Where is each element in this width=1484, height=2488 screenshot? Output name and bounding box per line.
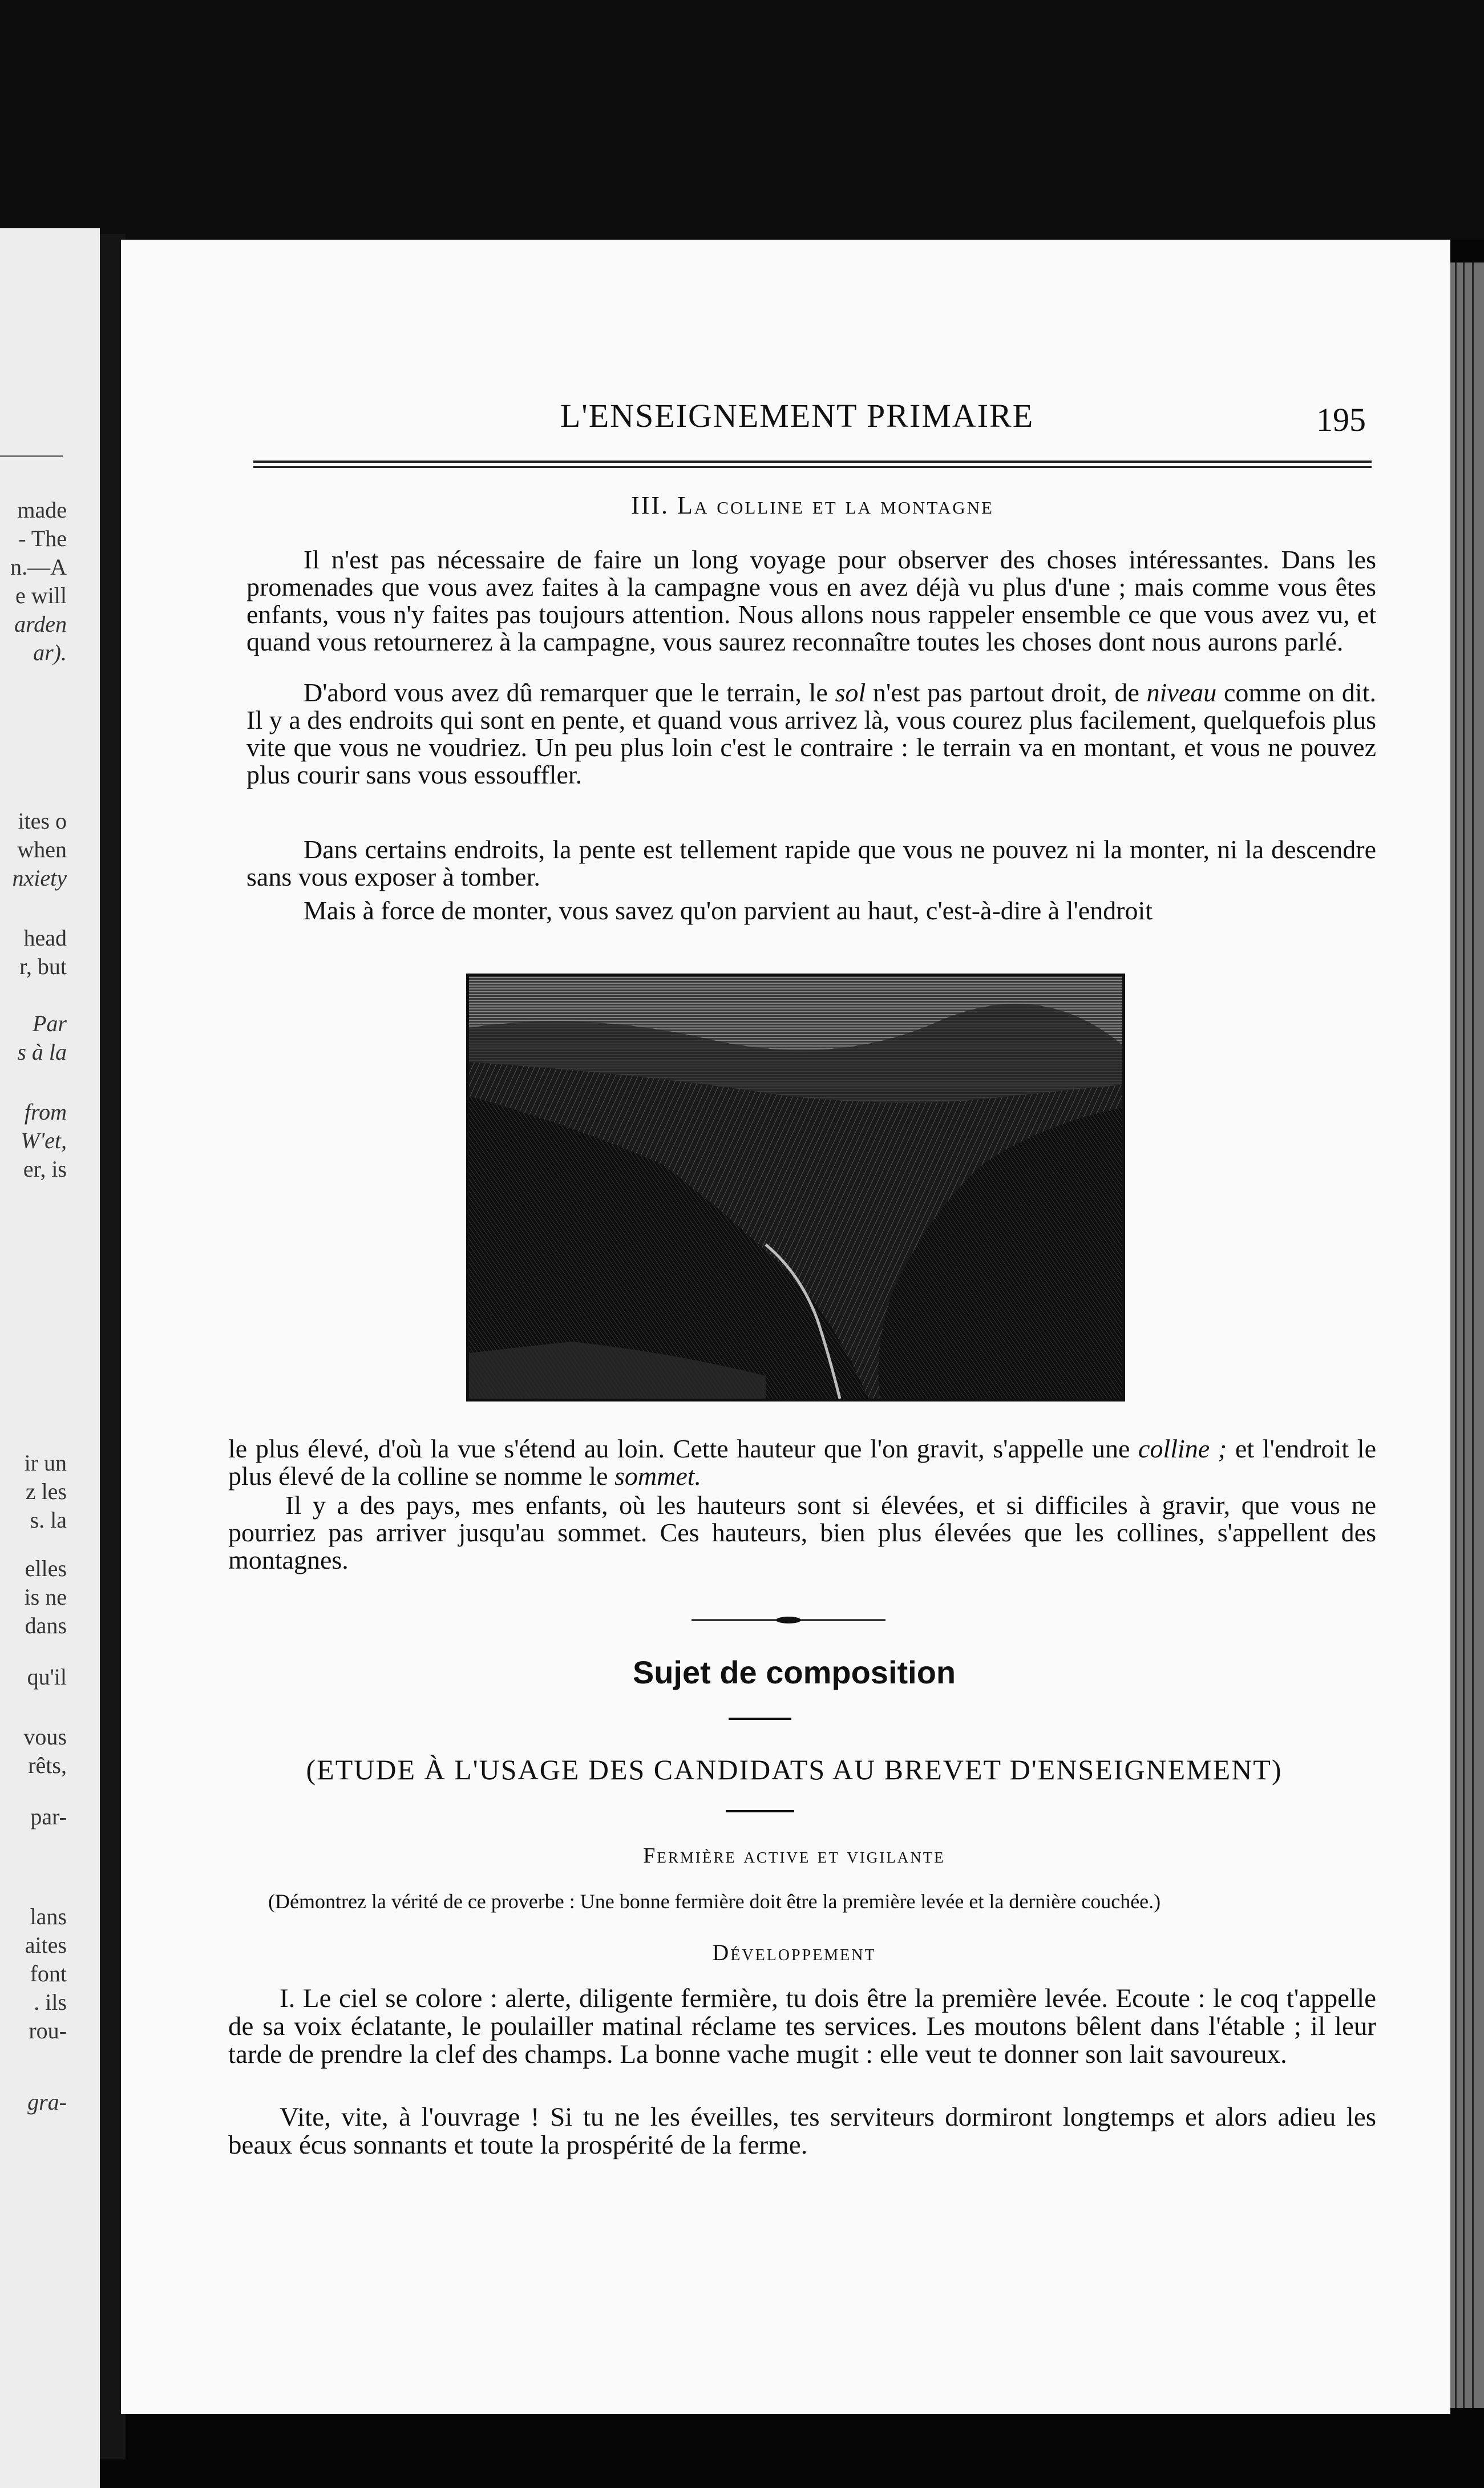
composition-subtitle: (ETUDE À L'USAGE DES CANDIDATS AU BREVET D'ENSEIGNEMENT) [306,1754,1283,1786]
section-title: III. La colline et la montagne [631,491,994,519]
facing-page-fragment: n.—A [10,554,67,580]
header-double-rule [253,461,1372,468]
lesson-paragraph: Il y a des pays, mes enfants, où les hauteurs sont si élevées, et si difficiles à gravir, que vous ne pourriez pas arriver jusqu'au sommet. Ces hauteurs, bien plus élevées que les collines, s'appellent des montagnes. [228,1491,1376,1574]
facing-page-fragment: er, is [23,1156,67,1182]
hill-engraving-illustration [466,974,1125,1401]
facing-page-fragment: rêts, [28,1752,67,1778]
facing-page-fragment: from [24,1099,67,1125]
page-stack-edge [1449,262,1484,2408]
facing-page-fragment: s à la [17,1039,67,1065]
section-ornament [692,1616,885,1624]
facing-page-edge [0,228,100,2488]
facing-page-fragment: . ils [34,1989,67,2015]
facing-page-fragment: ites o [18,808,67,834]
facing-page-fragment: head [23,925,67,951]
development-heading: Développement [712,1940,876,1965]
facing-page-fragment: r, but [19,954,67,979]
page-number: 195 [1316,401,1366,438]
facing-page-fragment: dans [25,1613,67,1638]
facing-page-fragment: s. la [30,1507,67,1533]
facing-page-fragment: made [17,497,67,523]
facing-page-fragment: z les [25,1479,67,1504]
facing-page-fragment: font [30,1961,67,1986]
facing-page-fragment: nxiety [12,865,67,891]
facing-page-fragment: ar). [33,640,67,665]
italic-term-sol: sol [835,678,866,707]
lesson-paragraph: Mais à force de monter, vous savez qu'on parvient au haut, c'est-à-dire à l'endroit [304,896,1153,925]
facing-page-fragment: Par [33,1011,67,1036]
facing-page-fragment: - The [18,526,67,551]
facing-page-fragment: rou- [29,2018,67,2043]
lesson-paragraph: Il n'est pas nécessaire de faire un long voyage pour observer des choses intéressantes. Dans les promenades que vous avez faites à la campagne vous en avez déjà vu plus d'une ; mais comme vous êtes enfants, vous n'y faites pas toujours attention. Nous allons nous rappeler ensemble ce que vous avez vu, et quand vous retournerez à la campagne, vous saurez reconnaître toutes les choses dont nous aurons parlé. [246,545,1376,656]
facing-page-fragment: W'et, [21,1128,67,1153]
lesson-paragraph: le plus élevé, d'où la vue s'étend au loin. Cette hauteur que l'on gravit, s'appelle une colline ; et l'endroit le plus élevé de la colline se nomme le sommet. [228,1434,1376,1491]
development-paragraph: I. Le ciel se colore : alerte, diligente fermière, tu dois être la première levée. Ecoute : le coq t'appelle de sa voix éclatante, le poulailler matinal réclame tes services. Les moutons bêlent dans l'étable ; il leur tarde de prendre la clef des champs. La bonne vache mugit : elle veut te donner son lait savoureux. [228,1984,1376,2069]
subtitle-dash [726,1810,794,1812]
facing-page-fragment: arden [14,611,67,637]
lesson-paragraph: Dans certains endroits, la pente est tellement rapide que vous ne pouvez ni la monter, ni la descendre sans vous exposer à tomber. [246,835,1376,891]
composition-instruction: (Démontrez la vérité de ce proverbe : Une bonne fermière doit être la première levée et la dernière couchée.) [268,1890,1161,1913]
development-paragraph: Vite, vite, à l'ouvrage ! Si tu ne les éveilles, tes serviteurs dormiront longtemps et alors adieu les beaux écus sonnants et toute la prospérité de la ferme. [228,2102,1376,2160]
italic-term-colline: colline ; [1138,1434,1227,1463]
facing-page-fragment: e will [15,583,67,608]
title-dash [729,1718,791,1720]
facing-page-fragment: par- [30,1804,67,1829]
facing-page-fragment: gra- [27,2089,67,2115]
composition-topic: Fermière active et vigilante [643,1844,945,1868]
italic-term-sommet: sommet. [614,1461,702,1491]
facing-page-fragment: lans [30,1904,67,1929]
facing-page-fragment: qu'il [27,1664,67,1690]
composition-title: Sujet de composition [632,1654,956,1690]
italic-term-niveau: niveau [1146,678,1217,707]
lesson-paragraph: D'abord vous avez dû remarquer que le terrain, le sol n'est pas partout droit, de niveau comme on dit. Il y a des endroits qui sont en pente, et quand vous arrivez là, vous courez plus facilement, quelquefois plus vite que vous ne voudriez. Un peu plus loin c'est le contraire : le terrain va en montant, et vous ne pouvez plus courir sans vous essouffler. [246,678,1376,789]
facing-page-fragment: aites [25,1932,67,1958]
facing-page-fragment: elles [25,1556,67,1581]
book-page [121,240,1450,2414]
facing-page-fragment: ir un [24,1450,67,1476]
scan-background-top [0,0,1484,240]
facing-page-fragment: is ne [24,1584,67,1610]
running-head: L'ENSEIGNEMENT PRIMAIRE [560,397,1034,434]
facing-page-fragment: vous [23,1724,67,1750]
facing-page-rule [0,455,63,457]
facing-page-fragment: when [17,837,67,862]
